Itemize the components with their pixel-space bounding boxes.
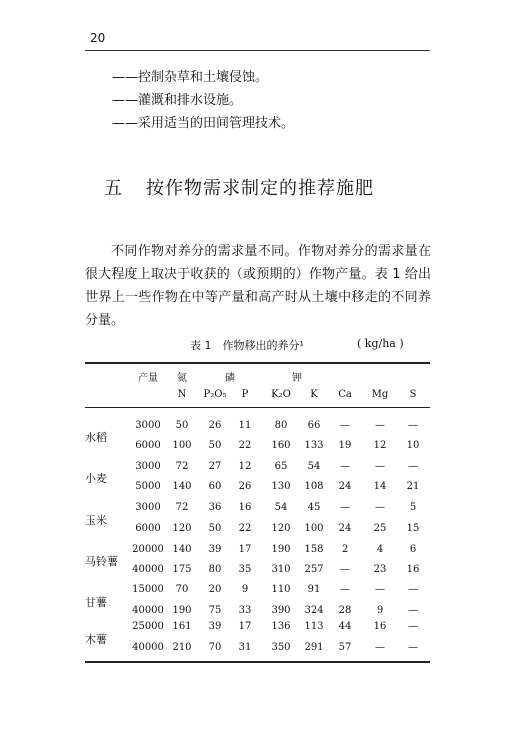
table-cell: 350 <box>271 642 291 653</box>
crop-label: 水稻 <box>85 431 107 444</box>
table-cell: 110 <box>271 584 291 595</box>
table-cell: — <box>408 642 418 653</box>
table-cell: 9 <box>376 605 384 616</box>
crop-label: 甘薯 <box>85 595 107 609</box>
table-cell: 50 <box>208 523 222 534</box>
table-column-header: P₂O₅ <box>203 389 227 400</box>
table-cell: 3000 <box>135 420 161 431</box>
table-cell: 291 <box>304 642 324 653</box>
table-cell: 39 <box>208 621 222 632</box>
table-cell: 5 <box>409 502 417 513</box>
table-cell: 28 <box>338 605 352 616</box>
crop-label: 木薯 <box>85 632 107 646</box>
table-cell: 24 <box>338 523 352 534</box>
table-cell: 20000 <box>132 544 164 555</box>
table-cell: 39 <box>208 544 222 555</box>
table-cell: — <box>408 420 418 431</box>
table-cell: — <box>408 605 418 616</box>
table-cell: 3000 <box>135 502 161 513</box>
table-cell: 210 <box>172 642 192 653</box>
table-cell: 54 <box>307 461 321 472</box>
table-cell: 160 <box>271 440 291 451</box>
table-cell: 257 <box>304 564 324 575</box>
table-cell: 70 <box>208 642 222 653</box>
table-cell: — <box>340 564 350 575</box>
table-cell: 36 <box>208 502 222 513</box>
table-cell: — <box>408 584 418 595</box>
table-cell: 72 <box>175 461 189 472</box>
table-cell: 140 <box>172 481 192 492</box>
header-rule <box>85 50 430 51</box>
table-cell: 15 <box>406 523 420 534</box>
table-cell: 45 <box>307 502 321 513</box>
table-cell: 6 <box>409 544 417 555</box>
page-number: 20 <box>90 31 106 45</box>
table-bottom-rule <box>85 661 430 663</box>
table-cell: 72 <box>175 502 189 513</box>
bullet-list <box>112 66 294 135</box>
table-column-header: K₂O <box>271 389 291 400</box>
table-cell: 22 <box>238 440 252 451</box>
table-cell: — <box>340 461 350 472</box>
table-cell: 20 <box>208 584 222 595</box>
table-caption: 表 1 作物移出的养分¹ <box>190 339 304 352</box>
table-cell: 35 <box>238 564 252 575</box>
table-cell: 190 <box>172 605 192 616</box>
table-cell: 100 <box>304 523 324 534</box>
table-cell: 5000 <box>135 481 161 492</box>
table-column-header: P <box>241 389 249 400</box>
table-cell: — <box>340 584 350 595</box>
table-cell: 60 <box>208 481 222 492</box>
table-column-header: Mg <box>371 389 389 400</box>
table-cell: 136 <box>271 621 291 632</box>
table-group-header: 磷 <box>225 373 235 384</box>
table-cell: 75 <box>208 605 222 616</box>
table-cell: — <box>375 584 385 595</box>
table-cell: 26 <box>208 420 222 431</box>
table-header-rule <box>85 407 430 408</box>
section-number: 五 <box>104 178 123 199</box>
table-group-header: 产量 <box>138 373 158 384</box>
table-cell: — <box>375 642 385 653</box>
table-cell: 25 <box>373 523 387 534</box>
table-cell: 80 <box>274 420 288 431</box>
table-cell: — <box>375 461 385 472</box>
table-cell: 91 <box>307 584 321 595</box>
table-cell: 390 <box>271 605 291 616</box>
table-cell: 324 <box>304 605 324 616</box>
table-cell: — <box>408 621 418 632</box>
table-cell: — <box>340 420 350 431</box>
table-cell: — <box>340 502 350 513</box>
table-cell: 25000 <box>132 621 164 632</box>
bullet-item: ——控制杂草和土壤侵蚀。 <box>112 70 269 85</box>
table-cell: 65 <box>274 461 288 472</box>
section-heading <box>104 174 374 200</box>
table-cell: 2 <box>341 544 349 555</box>
table-cell: 6000 <box>135 523 161 534</box>
table-cell: 16 <box>373 621 387 632</box>
crop-label: 小麦 <box>85 472 107 485</box>
table-cell: 15000 <box>132 584 164 595</box>
bullet-item: ——灌溉和排水设施。 <box>112 93 243 108</box>
table-cell: 12 <box>238 461 252 472</box>
table-cell: 19 <box>338 440 352 451</box>
table-cell: 9 <box>241 584 249 595</box>
table-cell: 54 <box>274 502 288 513</box>
crop-label: 马铃薯 <box>85 555 118 568</box>
table-column-header: K <box>310 389 318 400</box>
table-cell: 130 <box>271 481 291 492</box>
table-cell: 40000 <box>132 564 164 575</box>
table-cell: 16 <box>406 564 420 575</box>
table-cell: 133 <box>304 440 324 451</box>
table-cell: 57 <box>338 642 352 653</box>
table-column-header: S <box>409 389 417 400</box>
table-column-header: N <box>177 389 187 400</box>
table-cell: 21 <box>406 481 420 492</box>
table-cell: 4 <box>376 544 384 555</box>
table-cell: 140 <box>172 544 192 555</box>
table-cell: 50 <box>175 420 189 431</box>
table-cell: 26 <box>238 481 252 492</box>
table-cell: 50 <box>208 440 222 451</box>
table-cell: 11 <box>238 420 252 431</box>
table-cell: 310 <box>271 564 291 575</box>
table-cell: — <box>408 461 418 472</box>
bullet-item: ——采用适当的田间管理技术。 <box>112 116 295 131</box>
table-column-header: Ca <box>338 389 352 400</box>
table-cell: 175 <box>172 564 192 575</box>
table-cell: 113 <box>304 621 324 632</box>
table-cell: 44 <box>338 621 352 632</box>
table-cell: — <box>375 420 385 431</box>
table-cell: 100 <box>172 440 192 451</box>
table-unit: ( kg/ha ) <box>357 337 404 350</box>
table-cell: 66 <box>307 420 321 431</box>
table-cell: — <box>375 502 385 513</box>
table-cell: 12 <box>373 440 387 451</box>
table-cell: 33 <box>238 605 252 616</box>
table-cell: 190 <box>271 544 291 555</box>
table-cell: 24 <box>338 481 352 492</box>
table-cell: 27 <box>208 461 222 472</box>
table-cell: 6000 <box>135 440 161 451</box>
table-cell: 120 <box>172 523 192 534</box>
table-cell: 108 <box>304 481 324 492</box>
table-cell: 40000 <box>132 642 164 653</box>
body-paragraph: 不同作物对养分的需求量不同。作物对养分的需求量在很大程度上取决于收获的（或预期的）作物产量。表 1 给出世界上一些作物在中等产量和高产时从土壤中移走的不同养分量。 <box>85 244 431 328</box>
crop-label: 玉米 <box>85 513 107 527</box>
table-cell: 14 <box>373 481 387 492</box>
table-group-header: 氮 <box>177 373 187 384</box>
table-cell: 17 <box>238 621 252 632</box>
table-cell: 3000 <box>135 461 161 472</box>
table-group-header: 钾 <box>292 373 302 384</box>
table-cell: 161 <box>172 621 192 632</box>
table-cell: 17 <box>238 544 252 555</box>
table-cell: 31 <box>238 642 252 653</box>
table-cell: 16 <box>238 502 252 513</box>
section-title: 按作物需求制定的推荐施肥 <box>146 178 374 199</box>
table-cell: 40000 <box>132 605 164 616</box>
table-cell: 158 <box>304 544 324 555</box>
table-cell: 80 <box>208 564 222 575</box>
table-cell: 10 <box>406 440 420 451</box>
table-cell: 120 <box>271 523 291 534</box>
table-top-rule <box>85 362 430 364</box>
table-cell: 22 <box>238 523 252 534</box>
table-cell: 70 <box>175 584 189 595</box>
table-cell: 23 <box>373 564 387 575</box>
